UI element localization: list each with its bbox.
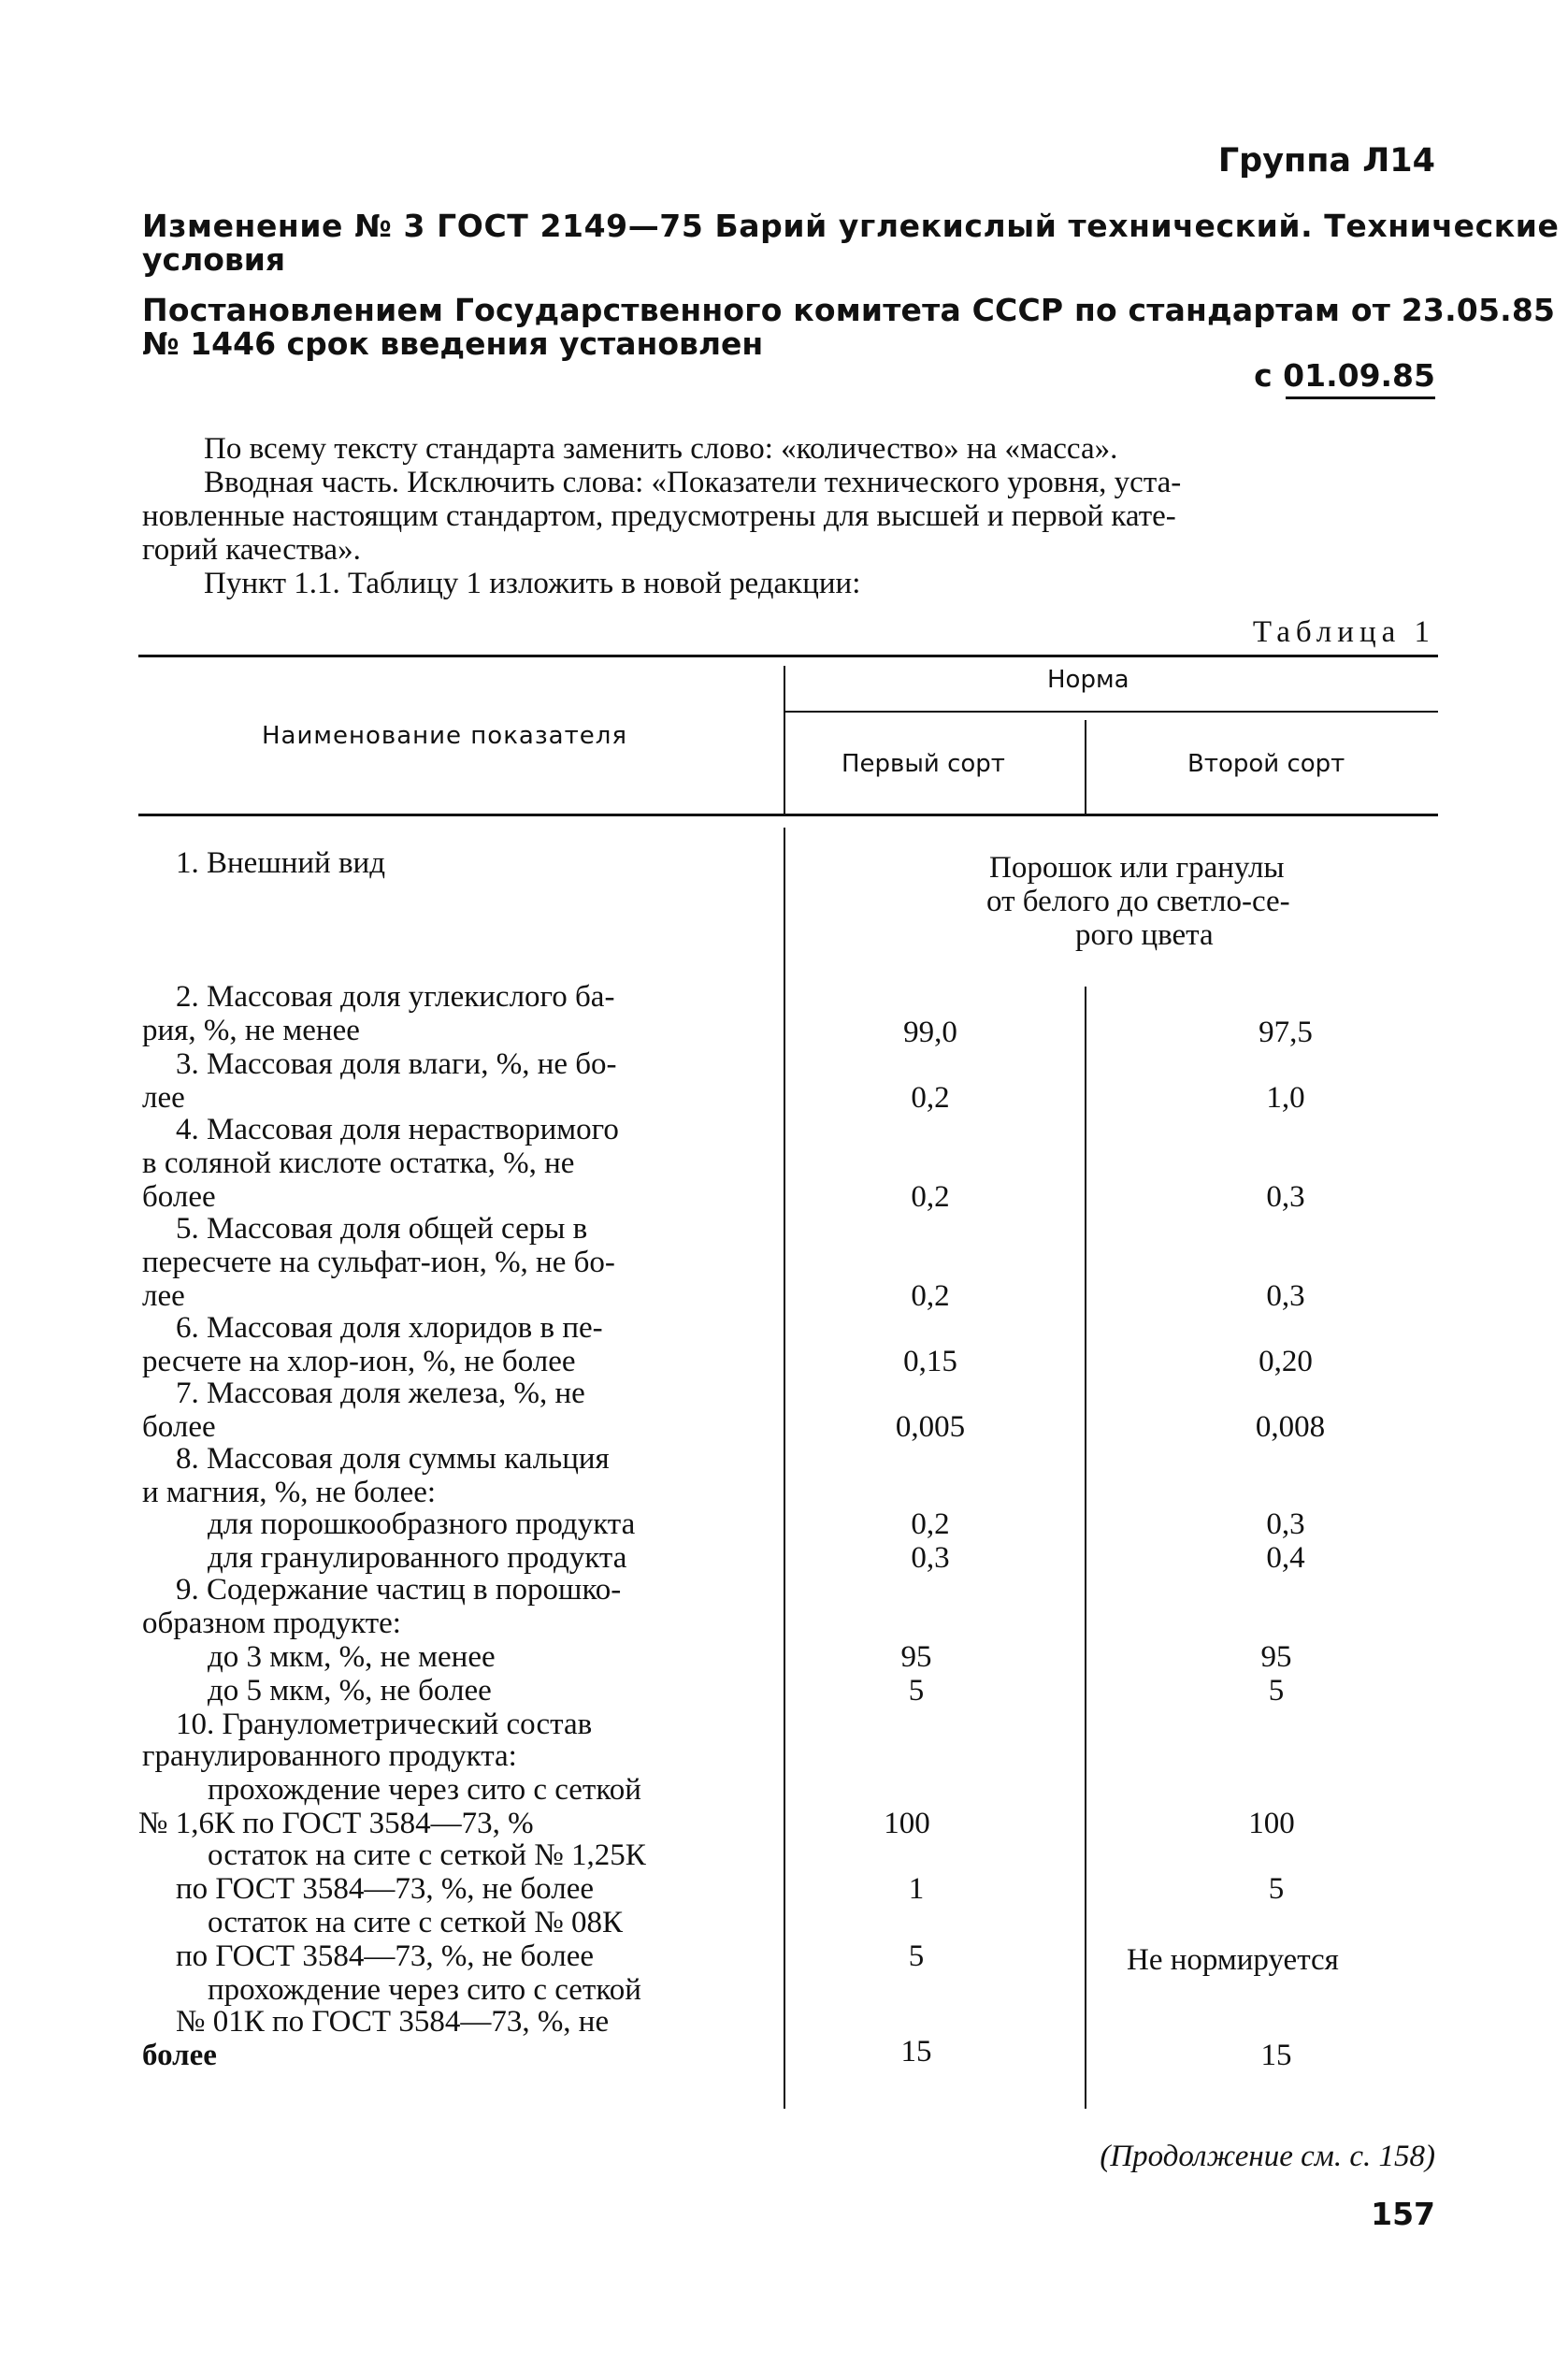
paragraph-intro-l1: Вводная часть. Исключить слова: «Показатели технического уровня, уста- (204, 466, 1182, 499)
table-left-line: прохождение через сито с сеткой (208, 1773, 641, 1807)
table-left-line: ресчете на хлор-ион, %, не более (142, 1345, 576, 1378)
second-grade-value: 1,0 (1266, 1081, 1305, 1115)
table-caption: Таблица 1 (1252, 615, 1435, 649)
table-left-line: 3. Массовая доля влаги, %, не бо- (176, 1047, 617, 1081)
effective-date: с 01.09.85 (1254, 357, 1435, 394)
first-grade-value: 0,2 (911, 1507, 950, 1541)
second-grade-value: 5 (1268, 1872, 1285, 1906)
header-first-grade: Первый сорт (842, 750, 1005, 778)
table-left-line: 4. Массовая доля нерастворимого (176, 1113, 619, 1146)
table-body-divider-mid (1085, 987, 1086, 2109)
table-left-line: 2. Массовая доля углекислого ба- (176, 980, 615, 1014)
table-left-line: более (142, 1180, 216, 1214)
first-grade-value: 0,2 (911, 1279, 950, 1313)
first-grade-value: 99,0 (903, 1016, 957, 1049)
table-left-line: до 5 мкм, %, не более (208, 1674, 492, 1708)
first-grade-value: 0,2 (911, 1081, 950, 1115)
row1-name: 1. Внешний вид (176, 846, 385, 880)
row1-value-l1: Порошок или гранулы (989, 851, 1285, 885)
table-body-divider-left (784, 828, 785, 2109)
page-number: 157 (1371, 2196, 1435, 2232)
table-left-line: гранулированного продукта: (142, 1739, 517, 1773)
table-left-line: остаток на сите с сеткой № 1,25К (208, 1838, 646, 1872)
amendment-title-line2: условия (142, 241, 286, 278)
table-left-line: лее (142, 1081, 185, 1115)
effective-date-underline (1286, 396, 1435, 399)
first-grade-value: 0,3 (911, 1541, 950, 1575)
header-indicator-name: Наименование показателя (262, 722, 628, 750)
table-left-line: по ГОСТ 3584—73, %, не более (176, 1872, 594, 1906)
first-grade-value: 0,15 (903, 1345, 957, 1378)
second-grade-value: 0,3 (1266, 1507, 1305, 1541)
header-norm: Норма (1047, 666, 1129, 694)
table-left-line: № 01К по ГОСТ 3584—73, %, не (176, 2005, 610, 2039)
group-code: Группа Л14 (1217, 142, 1435, 180)
continuation-note: (Продолжение см. с. 158) (1100, 2140, 1435, 2173)
row1-value-l2: от белого до светло-се- (986, 885, 1290, 918)
decree-line1: Постановлением Государственного комитета СССР по стандартам от 23.05.85 (142, 292, 1556, 328)
table-left-line: более (142, 1410, 216, 1444)
paragraph-intro-l2: новленные настоящим стандартом, предусмотрены для высшей и первой кате- (142, 499, 1176, 533)
paragraph-intro-l3: горий качества». (142, 533, 361, 567)
norm-rule (785, 711, 1438, 713)
second-grade-value: 95 (1260, 1640, 1292, 1674)
table-left-line: рия, %, не менее (142, 1014, 360, 1047)
table-left-line: для порошкообразного продукта (208, 1507, 636, 1541)
second-grade-value: 5 (1268, 1674, 1285, 1708)
amendment-title-line1: Изменение № 3 ГОСТ 2149—75 Барий углекислый технический. Технические (142, 208, 1560, 244)
header-second-grade: Второй сорт (1187, 750, 1345, 778)
table-left-line: и магния, %, не более: (142, 1476, 437, 1509)
table-left-line: 10. Гранулометрический состав (176, 1708, 593, 1741)
second-grade-value: 97,5 (1259, 1016, 1313, 1049)
second-grade-value: 0,20 (1259, 1345, 1313, 1378)
table-left-line: прохождение через сито с сеткой (208, 1973, 641, 2007)
second-grade-value: 0,008 (1255, 1410, 1326, 1444)
table-left-line: пересчете на сульфат-ион, %, не бо- (142, 1246, 615, 1279)
table-left-line: лее (142, 1279, 185, 1313)
table-col-divider-left (784, 666, 785, 815)
table-left-line: для гранулированного продукта (208, 1541, 627, 1575)
table-left-line: по ГОСТ 3584—73, %, не более (176, 1939, 594, 1973)
first-grade-value: 5 (908, 1939, 925, 1973)
first-grade-value: 0,005 (895, 1410, 966, 1444)
second-grade-value: Не нормируется (1127, 1943, 1339, 1977)
second-grade-value: 100 (1248, 1807, 1295, 1840)
first-grade-value: 15 (900, 2035, 932, 2068)
second-grade-value: 0,4 (1266, 1541, 1305, 1575)
table-left-line: 7. Массовая доля железа, %, не (176, 1377, 585, 1410)
first-grade-value: 5 (908, 1674, 925, 1708)
table-left-line: № 1,6К по ГОСТ 3584—73, % (138, 1807, 534, 1840)
table-top-rule (138, 655, 1438, 657)
table-left-line: образном продукте: (142, 1607, 401, 1640)
decree-line2: № 1446 срок введения установлен (142, 325, 764, 362)
first-grade-value: 95 (900, 1640, 932, 1674)
second-grade-value: 0,3 (1266, 1180, 1305, 1214)
first-grade-value: 100 (884, 1807, 930, 1840)
table-left-line: 9. Содержание частиц в порошко- (176, 1573, 622, 1607)
second-grade-value: 0,3 (1266, 1279, 1305, 1313)
table-left-line: остаток на сите с сеткой № 08К (208, 1906, 624, 1939)
paragraph-mass: По всему тексту стандарта заменить слово: «количество» на «масса». (204, 432, 1118, 466)
table-col-divider-norm (1085, 720, 1086, 814)
table-left-line: 6. Массовая доля хлоридов в пе- (176, 1311, 603, 1345)
table-left-line: 5. Массовая доля общей серы в (176, 1212, 588, 1246)
table-left-line: более (142, 2039, 217, 2072)
first-grade-value: 0,2 (911, 1180, 950, 1214)
table-left-line: 8. Массовая доля суммы кальция (176, 1442, 610, 1476)
table-left-line: до 3 мкм, %, не менее (208, 1640, 496, 1674)
header-bottom-rule (138, 814, 1438, 816)
table-left-line: в соляной кислоте остатка, %, не (142, 1146, 575, 1180)
row1-value-l3: рого цвета (1075, 918, 1214, 952)
paragraph-table-intro: Пункт 1.1. Таблицу 1 изложить в новой редакции: (204, 567, 861, 600)
second-grade-value: 15 (1260, 2039, 1292, 2072)
first-grade-value: 1 (908, 1872, 925, 1906)
